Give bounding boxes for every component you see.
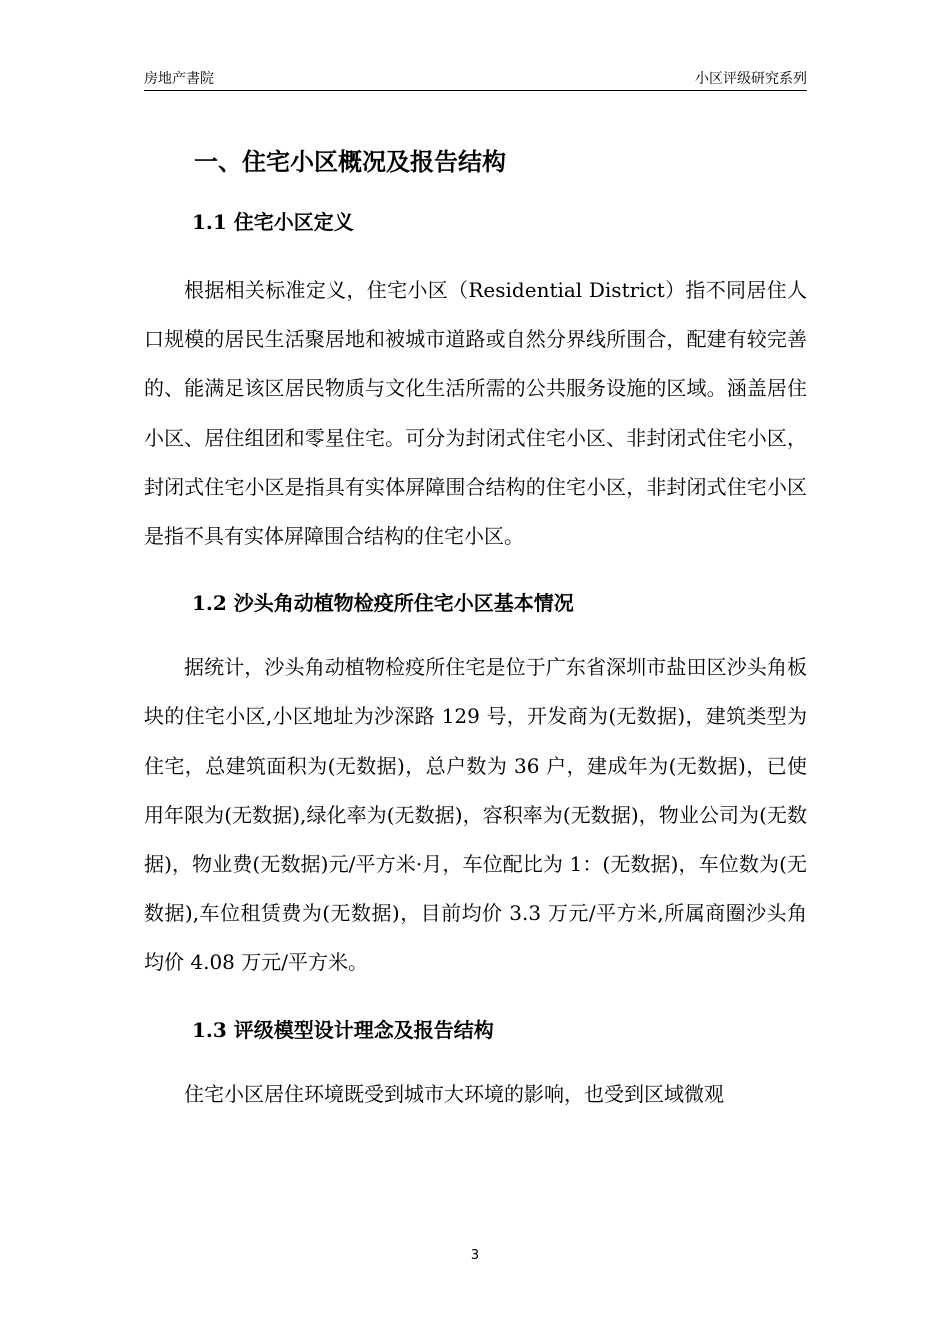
document-body bbox=[144, 140, 807, 1119]
header-publisher: 房地产書院 bbox=[144, 71, 214, 87]
section-paragraph-1-2: 据统计，沙头角动植物检疫所住宅是位于广东省深圳市盐田区沙头角板块的住宅小区,小区地址为沙深路 129 号，开发商为(无数据)，建筑类型为住宅，总建筑面积为(无数据)，总户数为 36 户，建成年为(无数据)，已使用年限为(无数据),绿化率为(无数据)，容积率为(无数据)，物业公司为(无数据)，物业费(无数据)元/平方米·月，车位配比为 1：(无数据)，车位数为(无数据),车位租赁费为(无数据)，目前均价 3.3 万元/平方米,所属商圈沙头角均价 4.08 万元/平方米。 bbox=[144, 655, 807, 975]
page-header bbox=[144, 66, 807, 91]
chapter-title: 一、住宅小区概况及报告结构 bbox=[194, 147, 506, 176]
page-number: 3 bbox=[470, 1248, 480, 1263]
section-heading-1-1: 1.1 住宅小区定义 bbox=[192, 210, 354, 234]
section-heading-1-3: 1.3 评级模型设计理念及报告结构 bbox=[192, 1017, 494, 1042]
header-series-title: 小区评级研究系列 bbox=[695, 71, 807, 87]
section-paragraph-1-1: 根据相关标准定义，住宅小区（Residential District）指不同居住人口规模的居民生活聚居地和被城市道路或自然分界线所围合，配建有较完善的、能满足该区居民物质与文化生活所需的公共服务设施的区域。涵盖居住小区、居住组团和零星住宅。可分为封闭式住宅小区、非封闭式住宅小区，封闭式住宅小区是指具有实体屏障围合结构的住宅小区，非封闭式住宅小区是指不具有实体屏障围合结构的住宅小区。 bbox=[144, 278, 807, 549]
section-heading-1-2: 1.2 沙头角动植物检疫所住宅小区基本情况 bbox=[192, 591, 574, 616]
section-paragraph-1-3: 住宅小区居住环境既受到城市大环境的影响，也受到区域微观 bbox=[184, 1081, 724, 1106]
